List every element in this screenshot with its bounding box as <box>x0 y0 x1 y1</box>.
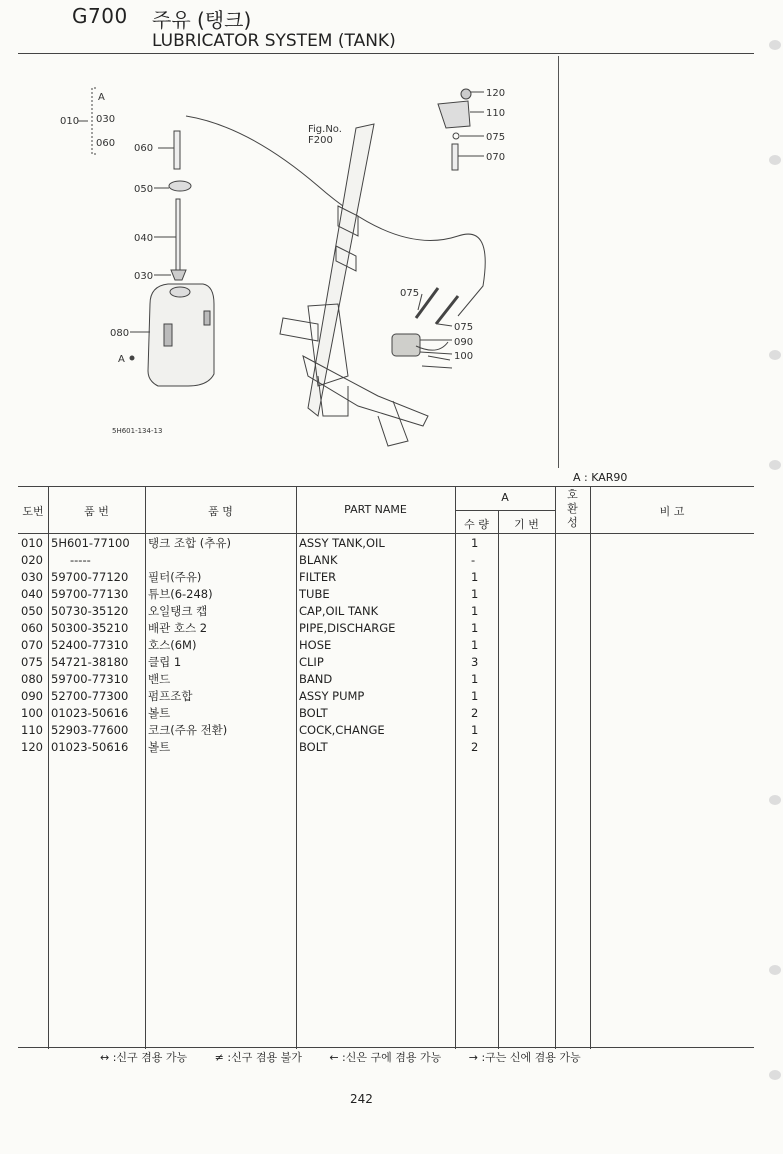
diagram-divider <box>558 56 559 468</box>
group-subheader-rule <box>455 510 555 511</box>
header-qty: 수 량 <box>464 518 489 531</box>
table-row: 110 52903-77600 코크(주유 전환) COCK,CHANGE 1 <box>21 723 479 737</box>
callout-070: 070 <box>486 152 506 163</box>
binder-holes <box>763 0 783 1154</box>
callout-075-mid: 075 <box>400 288 420 299</box>
callout-fig-no: Fig.No. <box>308 124 342 135</box>
table-row: 040 59700-77130 튜브(6-248) TUBE 1 <box>21 587 479 601</box>
table-header-rule <box>18 533 754 534</box>
page-number: 242 <box>350 1092 373 1106</box>
callout-030a: 030 <box>96 114 116 125</box>
diagram-ref-code: 5H601-134-13 <box>112 427 163 435</box>
header-part-name: PART NAME <box>344 503 407 516</box>
table-row: 070 52400-77310 호스(6M) HOSE 1 <box>21 638 479 652</box>
diagram-svg <box>18 56 558 466</box>
callout-a-top: A <box>98 92 105 103</box>
callout-050: 050 <box>134 184 154 195</box>
exploded-parts-diagram <box>18 56 558 466</box>
callout-labels <box>60 88 505 435</box>
legend-item: ← :신은 구에 겸용 가능 <box>329 1051 442 1064</box>
callout-075-low: 075 <box>454 322 474 333</box>
table-row: 060 50300-35210 배관 호스 2 PIPE,DISCHARGE 1 <box>21 621 479 635</box>
table-row: 090 52700-77300 펌프조합 ASSY PUMP 1 <box>21 689 479 703</box>
table-row: 120 01023-50616 볼트 BOLT 2 <box>21 740 479 754</box>
title-korean: 주유 (탱크) <box>152 8 252 32</box>
table-row: 030 59700-77120 필터(주유) FILTER 1 <box>21 570 479 584</box>
callout-040: 040 <box>134 233 154 244</box>
table-bottom-rule <box>18 1047 754 1048</box>
table-top-rule <box>18 486 754 487</box>
parts-table <box>18 486 754 1049</box>
header-group-a: A <box>501 491 509 504</box>
legend-item: ↔ :신구 겸용 가능 <box>100 1051 188 1064</box>
callout-090: 090 <box>454 337 474 348</box>
table-row: 100 01023-50616 볼트 BOLT 2 <box>21 706 479 720</box>
table-row: 080 59700-77310 밴드 BAND 1 <box>21 672 479 686</box>
legend-item: ≠ :신구 겸용 불가 <box>214 1051 302 1064</box>
callout-060a: 060 <box>96 138 116 149</box>
header-remarks: 비 고 <box>659 505 685 518</box>
callout-110: 110 <box>486 108 506 119</box>
header-rule <box>18 53 754 54</box>
variant-label: A : KAR90 <box>573 471 628 484</box>
compatibility-legend <box>100 1049 605 1065</box>
callout-080: 080 <box>110 328 130 339</box>
table-row: 010 5H601-77100 탱크 조합 (추유) ASSY TANK,OIL 1 <box>21 536 479 550</box>
callout-100: 100 <box>454 351 474 362</box>
header-no: 도번 <box>22 505 44 518</box>
callout-060: 060 <box>134 143 154 154</box>
title-english: LUBRICATOR SYSTEM (TANK) <box>152 31 396 51</box>
legend-item: → :구는 신에 겸용 가능 <box>468 1051 581 1064</box>
table-row: 020 ----- BLANK - <box>21 553 476 567</box>
header-part-no: 품 번 <box>84 505 109 518</box>
callout-075-top: 075 <box>486 132 506 143</box>
header-name-ko: 품 명 <box>208 505 233 518</box>
header-compat: 호 환 성 <box>567 488 578 529</box>
header-code: 기 번 <box>514 518 539 531</box>
callout-010: 010 <box>60 116 80 127</box>
callout-120: 120 <box>486 88 506 99</box>
callout-030: 030 <box>134 271 154 282</box>
callout-a: A <box>118 354 125 365</box>
table-row: 075 54721-38180 클립 1 CLIP 3 <box>21 655 479 669</box>
table-row: 050 50730-35120 오일탱크 캡 CAP,OIL TANK 1 <box>21 604 479 618</box>
section-code: G700 <box>72 4 128 28</box>
callout-f200: F200 <box>308 135 333 146</box>
